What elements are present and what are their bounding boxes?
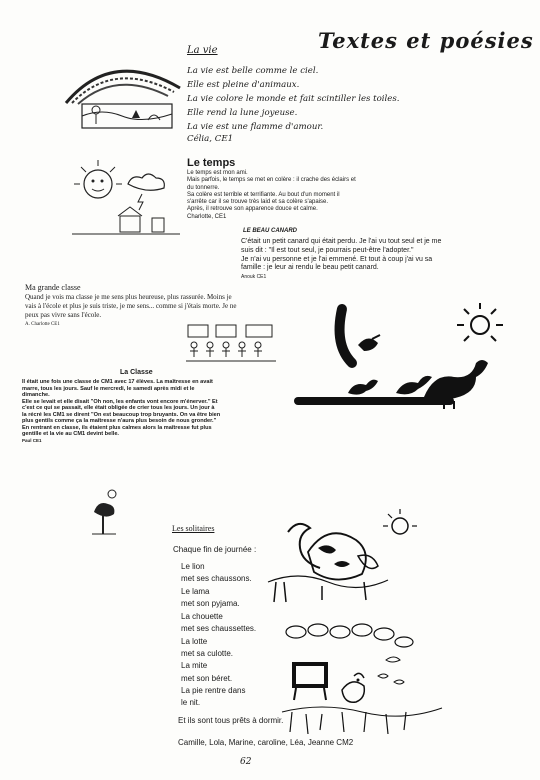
classroom-drawing [186, 323, 278, 365]
la-vie-line: La vie colore le monde et fait scintiller les toiles. [187, 94, 400, 104]
poem-line: met son pyjama. [181, 599, 240, 608]
le-temps-line: Sa colère est terrible et terrifiante. Au bout d'un moment il [187, 191, 340, 198]
poem-authors: Camille, Lola, Marine, caroline, Léa, Jeanne CM2 [178, 738, 354, 747]
la-classe-title: La Classe [120, 369, 153, 376]
le-temps-title: Le temps [187, 157, 236, 169]
poem-ending: Et ils sont tous prêts à dormir. [178, 716, 284, 725]
solitaires-intro: Chaque fin de journée : [173, 545, 257, 554]
poem-line: met sa culotte. [181, 649, 234, 658]
poem-line: Le lama [181, 587, 210, 596]
le-temps-line: Mais parfois, le temps se met en colère : il crache des éclairs et [187, 177, 356, 184]
grande-classe-line: peux pas vivre sans l'école. [25, 311, 102, 319]
poem-line: le nit. [181, 698, 201, 707]
poem-line: La mite [181, 661, 208, 670]
poem-line: met ses chaussons. [181, 574, 252, 583]
landscape-drawing [62, 58, 184, 133]
la-classe-line: plus gentils comme ça la maîtresse n'aura plus besoin de nous gronder." [22, 418, 217, 424]
grande-classe-line: vais à l'école et plus je suis triste, je me sens... comme si j'étais morte. Je ne [25, 302, 237, 310]
beau-canard-line: famille : je leur ai rendu le beau petit canard. [241, 264, 379, 272]
solitaires-title: Les solitaires [172, 524, 215, 533]
le-temps-line: Le temps est mon ami. [187, 170, 248, 176]
ducks-drawing [294, 305, 522, 410]
la-classe-line: gentille et la vie au CM1 devint belle. [22, 431, 119, 437]
poem-line: La chouette [181, 612, 223, 621]
le-temps-text [187, 170, 467, 221]
poem-line: La pie rentre dans [181, 686, 246, 695]
la-classe-line: Il était une fois une classe de CM1 avec 17 élèves. La maîtresse en avait [22, 379, 213, 385]
rocks-drawing [282, 620, 442, 742]
la-classe-line: Elle se levait et elle disait "Oh non, les enfants vont encore m'énerver." Et [22, 398, 218, 405]
beau-canard-text [241, 238, 511, 282]
la-classe-author: Paul CE1 [22, 437, 42, 443]
animals-drawing [268, 512, 428, 604]
le-temps-line: s'arrête car il se trouve très laid et sa colère s'apaise. [187, 199, 329, 206]
poem-line: Le lion [181, 562, 205, 571]
storm-drawing [72, 164, 182, 242]
la-vie-title: La vie [187, 45, 218, 56]
la-classe-text [22, 379, 290, 444]
la-vie-line: Elle rend la lune joyeuse. [187, 108, 298, 118]
la-vie-author: Célia, CE1 [187, 134, 234, 144]
la-classe-line: En rentrant en classe, ils étaient plus calmes alors la maîtresse fut plus [22, 424, 212, 431]
grande-classe-title: Ma grande classe [25, 283, 81, 292]
poem-line: met ses chaussettes. [181, 624, 257, 633]
beau-canard-author: Anouk CE1 [241, 274, 267, 281]
poem-line: La lotte [181, 637, 208, 646]
grande-classe-line: Quand je vois ma classe je me sens plus heureuse, plus rassurée. Moins je [25, 293, 232, 301]
grande-classe-author: A. Charlotte CE1 [25, 322, 60, 327]
page-number: 62 [240, 757, 252, 767]
la-classe-line: marre, tous les jours. Sauf le mercredi, le samedi après midi et le [22, 385, 195, 392]
tree-drawing [88, 488, 122, 536]
la-classe-line: dimanche. [22, 392, 50, 398]
page-title: Textes et poésies [318, 28, 534, 53]
beau-canard-line: C'était un petit canard qui était perdu. Je l'ai vu tout seul et je me [241, 238, 442, 245]
le-temps-line: du tonnerre. [187, 184, 220, 191]
le-temps-author: Charlotte, CE1 [187, 213, 227, 220]
beau-canard-line: Je n'ai vu personne et je l'ai emmené. Et tout à coup j'ai vu sa [241, 255, 433, 263]
la-classe-line: c'est ce qui se passait, elle était obligée de crier tous les jours. Un jour à [22, 405, 215, 411]
la-vie-line: La vie est belle comme le ciel. [187, 66, 319, 76]
poem-line: met son béret. [181, 674, 233, 683]
la-vie-line: Elle est pleine d'animaux. [187, 80, 300, 90]
la-classe-line: la récré les CM1 se dirent "On est beaucoup trop bruyants. On va être bien [22, 411, 221, 418]
beau-canard-line: suis dit : "Il est tout seul, je pourrais peut-être l'adopter." [241, 246, 414, 254]
beau-canard-title: LE BEAU CANARD [243, 228, 297, 234]
la-vie-line: La vie est une flamme d'amour. [187, 122, 324, 132]
le-temps-line: Après, il retrouve son apparence douce et calme. [187, 206, 318, 213]
